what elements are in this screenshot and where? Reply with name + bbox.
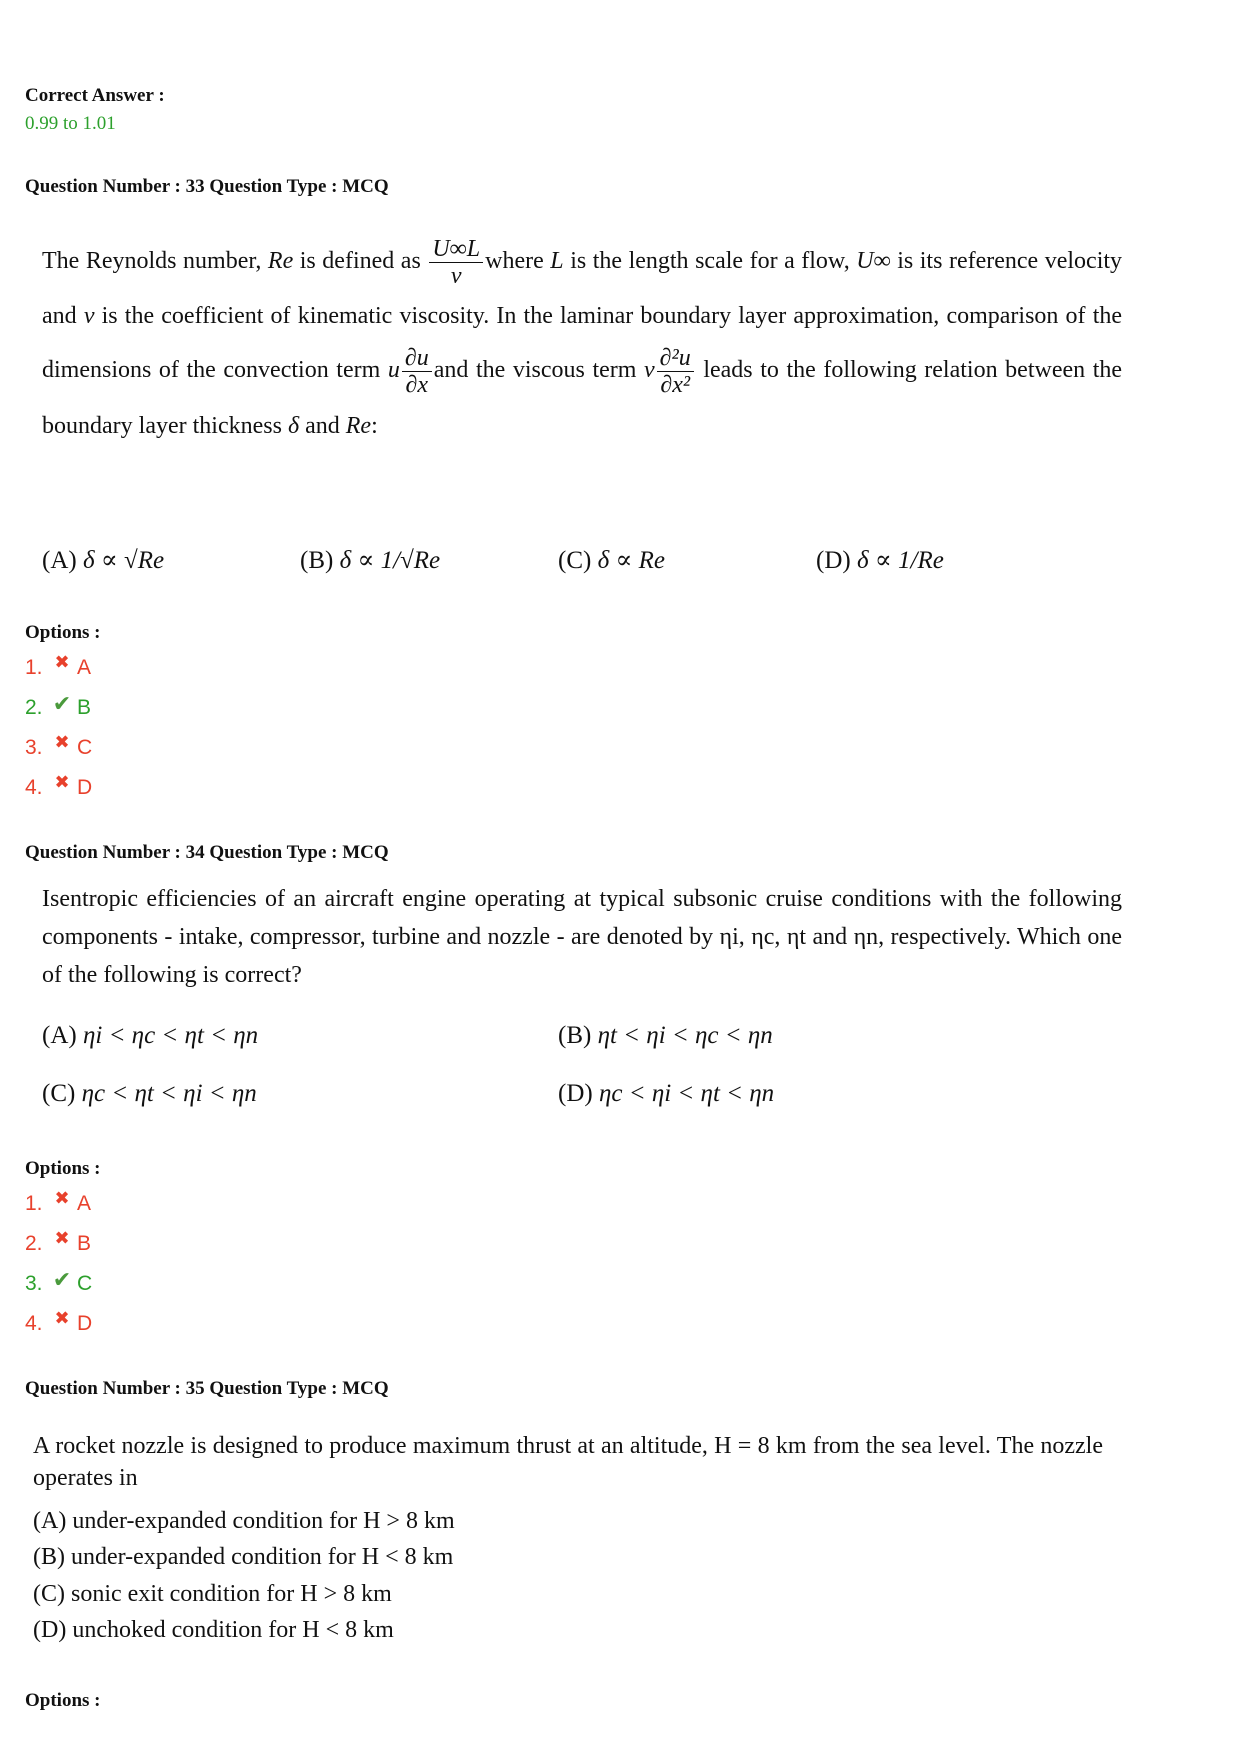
fraction: $\frac{\text{∂²u}}{\text{∂x²}}$ bbox=[657, 345, 694, 399]
cross-icon: ✖ bbox=[54, 1227, 70, 1248]
choice-b: (B) ηt < ηi < ηc < ηn bbox=[558, 1022, 773, 1049]
cross-icon: ✖ bbox=[54, 731, 70, 752]
options-list bbox=[25, 648, 92, 808]
question-text: A rocket nozzle is designed to produce maximum thrust at an altitude, H = 8 km from the sea level. The nozzle operates in bbox=[33, 1433, 1103, 1491]
choice-c: (C) δ ∝ Re bbox=[558, 547, 665, 574]
cross-icon: ✖ bbox=[54, 1307, 70, 1328]
cross-icon: ✖ bbox=[54, 771, 70, 792]
options-label: Options : bbox=[25, 1158, 101, 1179]
choice-d: (D) δ ∝ 1/Re bbox=[816, 547, 944, 574]
choice-a: (A) ηi < ηc < ηt < ηn bbox=[42, 1022, 259, 1049]
option-item[interactable]: 4. ✖ D bbox=[25, 1307, 93, 1335]
choice-a: (A) under-expanded condition for H > 8 km bbox=[33, 1508, 455, 1534]
option-item[interactable]: 3. ✔ C bbox=[25, 1267, 93, 1295]
cross-icon: ✖ bbox=[54, 651, 70, 672]
option-item[interactable]: 1. ✖ A bbox=[25, 651, 92, 679]
choice-a: (A) δ ∝ √Re bbox=[42, 547, 165, 574]
option-item[interactable]: 4. ✖ D bbox=[25, 771, 93, 799]
choice-c: (C) ηc < ηt < ηi < ηn bbox=[42, 1080, 257, 1107]
options-label: Options : bbox=[25, 622, 101, 643]
option-item[interactable]: 3. ✖ C bbox=[25, 731, 93, 759]
question-text: The Reynolds number, Re is defined as $\frac{U\infty L}{\nu}$ where L is the length scale for a flow, U∞ is its reference velocity and ν is the coefficient of kinematic viscosity. In the laminar boundary layer approximation, comparison of the dimensions of the convection term u $\frac{\partial u}{\partial x}$ and the viscous term ν $\frac{\text{∂²u}}{\text{∂x²}}$ leads to the following relation between the boundary layer thickness δ and Re: bbox=[42, 235, 1123, 439]
check-icon: ✔ bbox=[52, 1267, 72, 1292]
cross-icon: ✖ bbox=[54, 1187, 70, 1208]
question-header: Question Number : 33 Question Type : MCQ bbox=[25, 176, 389, 197]
choice-b: (B) δ ∝ 1/√Re bbox=[300, 547, 441, 574]
correct-answer-value: 0.99 to 1.01 bbox=[25, 113, 116, 134]
question-header: Question Number : 35 Question Type : MCQ bbox=[25, 1378, 389, 1399]
fraction: $\frac{U\infty L}{\nu}$ bbox=[429, 236, 483, 290]
question-header: Question Number : 34 Question Type : MCQ bbox=[25, 842, 389, 863]
option-item[interactable]: 2. ✔ B bbox=[25, 691, 92, 719]
check-icon: ✔ bbox=[52, 691, 72, 716]
options-label: Options : bbox=[25, 1690, 101, 1711]
choice-b: (B) under-expanded condition for H < 8 km bbox=[33, 1544, 454, 1570]
options-list bbox=[25, 1184, 92, 1344]
choice-d: (D) ηc < ηi < ηt < ηn bbox=[558, 1080, 775, 1107]
choice-d: (D) unchoked condition for H < 8 km bbox=[33, 1617, 394, 1643]
choice-c: (C) sonic exit condition for H > 8 km bbox=[33, 1581, 392, 1607]
correct-answer-label: Correct Answer : bbox=[25, 85, 165, 106]
fraction: $\frac{\partial u}{\partial x}$ bbox=[402, 345, 432, 399]
question-text: Isentropic efficiencies of an aircraft engine operating at typical subsonic cruise conditions with the following components - intake, compressor, turbine and nozzle - are denoted by ηi, ηc, ηt and ηn, respectively. Which one of the following is correct? bbox=[42, 886, 1122, 988]
option-item[interactable]: 1. ✖ A bbox=[25, 1187, 92, 1215]
option-item[interactable]: 2. ✖ B bbox=[25, 1227, 92, 1255]
